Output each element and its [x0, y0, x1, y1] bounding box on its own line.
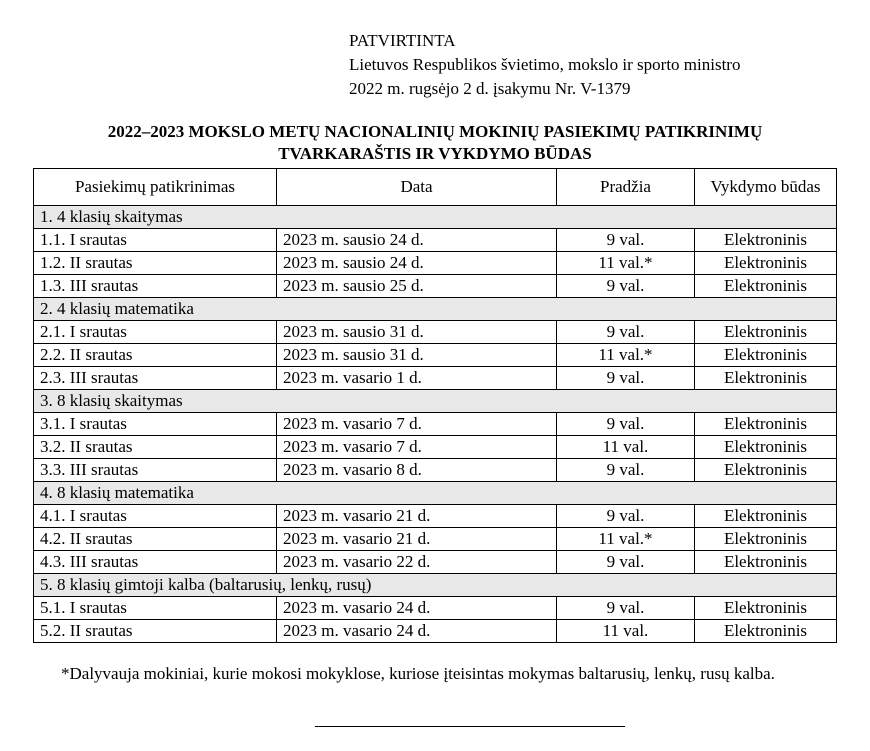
- approval-block: [349, 29, 740, 101]
- cell-start: 11 val.*: [557, 344, 695, 367]
- cell-mode: Elektroninis: [695, 275, 837, 298]
- approval-order: 2022 m. rugsėjo 2 d. įsakymu Nr. V-1379: [349, 79, 631, 98]
- cell-start: 9 val.: [557, 229, 695, 252]
- cell-mode: Elektroninis: [695, 344, 837, 367]
- cell-mode: Elektroninis: [695, 505, 837, 528]
- section-row: [34, 574, 837, 597]
- cell-assessment: 3.3. III srautas: [34, 459, 277, 482]
- approval-authority: Lietuvos Respublikos švietimo, mokslo ir sporto ministro: [349, 55, 741, 74]
- cell-start: 9 val.: [557, 275, 695, 298]
- cell-start: 9 val.: [557, 367, 695, 390]
- cell-mode: Elektroninis: [695, 252, 837, 275]
- section-title: 5. 8 klasių gimtoji kalba (baltarusių, lenkų, rusų): [34, 574, 837, 597]
- cell-date: 2023 m. vasario 7 d.: [277, 413, 557, 436]
- document-title-line-1: 2022–2023 MOKSLO METŲ NACIONALINIŲ MOKINIŲ PASIEKIMŲ PATIKRINIMŲ: [107, 122, 763, 141]
- cell-date: 2023 m. vasario 1 d.: [277, 367, 557, 390]
- cell-date: 2023 m. vasario 24 d.: [277, 620, 557, 643]
- approval-status: PATVIRTINTA: [349, 31, 456, 50]
- cell-start: 9 val.: [557, 459, 695, 482]
- cell-date: 2023 m. vasario 21 d.: [277, 528, 557, 551]
- cell-start: 9 val.: [557, 413, 695, 436]
- cell-mode: Elektroninis: [695, 321, 837, 344]
- section-title: 2. 4 klasių matematika: [34, 298, 837, 321]
- cell-start: 9 val.: [557, 505, 695, 528]
- header-assessment: Pasiekimų patikrinimas: [34, 169, 277, 206]
- schedule-table: [33, 168, 837, 643]
- cell-assessment: 3.2. II srautas: [34, 436, 277, 459]
- document-title-line-2: TVARKARAŠTIS IR VYKDYMO BŪDAS: [278, 144, 592, 163]
- cell-date: 2023 m. vasario 8 d.: [277, 459, 557, 482]
- cell-mode: Elektroninis: [695, 459, 837, 482]
- table-row: [34, 367, 837, 390]
- cell-assessment: 4.3. III srautas: [34, 551, 277, 574]
- section-title: 3. 8 klasių skaitymas: [34, 390, 837, 413]
- cell-assessment: 4.1. I srautas: [34, 505, 277, 528]
- section-row: [34, 298, 837, 321]
- header-start: Pradžia: [557, 169, 695, 206]
- cell-assessment: 1.3. III srautas: [34, 275, 277, 298]
- table-row: [34, 275, 837, 298]
- cell-date: 2023 m. vasario 24 d.: [277, 597, 557, 620]
- table-row: [34, 344, 837, 367]
- cell-assessment: 1.1. I srautas: [34, 229, 277, 252]
- table-row: [34, 413, 837, 436]
- section-row: [34, 390, 837, 413]
- section-row: [34, 206, 837, 229]
- table-row: [34, 459, 837, 482]
- cell-mode: Elektroninis: [695, 620, 837, 643]
- table-row: [34, 528, 837, 551]
- cell-assessment: 1.2. II srautas: [34, 252, 277, 275]
- table-header-row: [34, 169, 837, 206]
- cell-start: 9 val.: [557, 597, 695, 620]
- table-row: [34, 229, 837, 252]
- table-row: [34, 505, 837, 528]
- cell-date: 2023 m. sausio 25 d.: [277, 275, 557, 298]
- cell-mode: Elektroninis: [695, 229, 837, 252]
- cell-date: 2023 m. vasario 7 d.: [277, 436, 557, 459]
- cell-mode: Elektroninis: [695, 436, 837, 459]
- section-title: 1. 4 klasių skaitymas: [34, 206, 837, 229]
- cell-mode: Elektroninis: [695, 367, 837, 390]
- cell-mode: Elektroninis: [695, 413, 837, 436]
- cell-mode: Elektroninis: [695, 528, 837, 551]
- header-mode: Vykdymo būdas: [695, 169, 837, 206]
- cell-assessment: 2.3. III srautas: [34, 367, 277, 390]
- cell-mode: Elektroninis: [695, 597, 837, 620]
- cell-start: 11 val.: [557, 620, 695, 643]
- cell-date: 2023 m. vasario 22 d.: [277, 551, 557, 574]
- schedule-body: [34, 206, 837, 643]
- table-row: [34, 597, 837, 620]
- cell-start: 9 val.: [557, 551, 695, 574]
- section-title: 4. 8 klasių matematika: [34, 482, 837, 505]
- cell-date: 2023 m. sausio 24 d.: [277, 229, 557, 252]
- cell-date: 2023 m. sausio 31 d.: [277, 344, 557, 367]
- cell-date: 2023 m. sausio 31 d.: [277, 321, 557, 344]
- table-row: [34, 436, 837, 459]
- table-row: [34, 551, 837, 574]
- cell-date: 2023 m. vasario 21 d.: [277, 505, 557, 528]
- end-divider: [315, 726, 625, 727]
- cell-assessment: 5.2. II srautas: [34, 620, 277, 643]
- table-row: [34, 620, 837, 643]
- footnote: *Dalyvauja mokiniai, kurie mokosi mokyklose, kuriose įteisintas mokymas baltarusių, lenkų, rusų kalba.: [61, 664, 775, 683]
- section-row: [34, 482, 837, 505]
- table-row: [34, 321, 837, 344]
- table-row: [34, 252, 837, 275]
- cell-mode: Elektroninis: [695, 551, 837, 574]
- cell-date: 2023 m. sausio 24 d.: [277, 252, 557, 275]
- cell-start: 11 val.: [557, 436, 695, 459]
- cell-assessment: 4.2. II srautas: [34, 528, 277, 551]
- cell-start: 11 val.*: [557, 528, 695, 551]
- cell-assessment: 5.1. I srautas: [34, 597, 277, 620]
- cell-assessment: 3.1. I srautas: [34, 413, 277, 436]
- cell-assessment: 2.2. II srautas: [34, 344, 277, 367]
- cell-start: 9 val.: [557, 321, 695, 344]
- header-date: Data: [277, 169, 557, 206]
- cell-start: 11 val.*: [557, 252, 695, 275]
- document-title: [0, 121, 870, 165]
- cell-assessment: 2.1. I srautas: [34, 321, 277, 344]
